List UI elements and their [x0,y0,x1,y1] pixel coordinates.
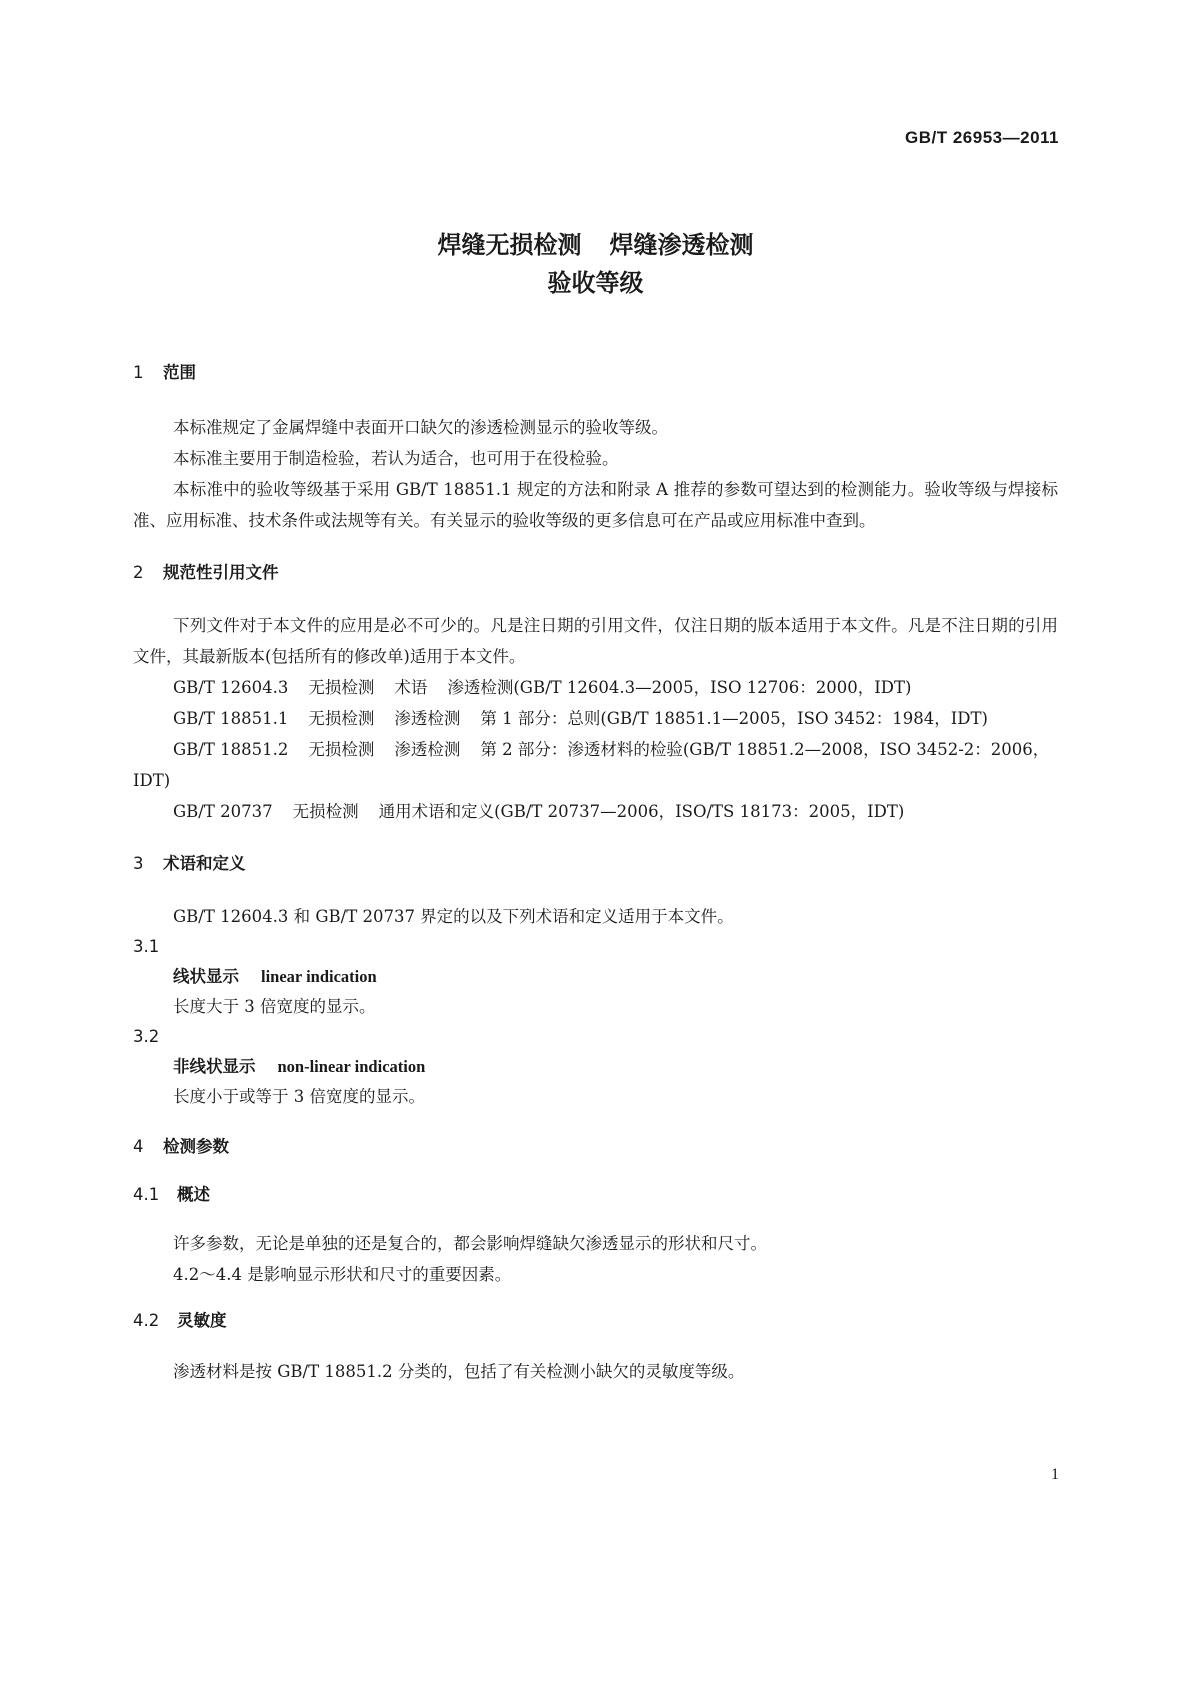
term-definition: 长度大于 3 倍宽度的显示。 [173,997,376,1016]
reference-part: 渗透检测(GB/T 12604.3—2005，ISO 12706：2000，IDT) [447,678,912,697]
reference-part: 渗透检测 [394,709,461,728]
reference-code: GB/T 12604.3 [173,678,289,697]
title-line-2: 验收等级 [547,269,644,297]
term-definition: 长度小于或等于 3 倍宽度的显示。 [173,1087,425,1106]
section-title: 检测参数 [163,1137,229,1156]
section-heading-2 [133,560,1058,586]
reference-part: 术语 [394,678,428,697]
reference-part: 无损检测 [308,709,375,728]
title-line-1 [0,226,1191,264]
paragraph: 4.2～4.4 是影响显示形状和尺寸的重要因素。 [173,1265,512,1284]
reference-part: 第 1 部分：总则(GB/T 18851.1—2005，ISO 3452：1984，IDT) [480,709,988,728]
section-number: 2 [133,563,144,582]
title-part-1: 焊缝无损检测 [437,231,582,259]
reference-part: 无损检测 [308,740,375,759]
term-number: 3.2 [133,1027,160,1046]
reference-item [133,734,1058,796]
term-entry [133,962,1058,992]
section-title: 术语和定义 [163,854,246,873]
term-entry [133,1052,1058,1082]
section-title: 范围 [163,363,196,382]
section-heading-4 [133,1134,1058,1160]
term-english: linear indication [261,967,377,986]
paragraph: 下列文件对于本文件的应用是必不可少的。凡是注日期的引用文件，仅注日期的版本适用于本文件。凡是不注日期的引用文件，其最新版本(包括所有的修改单)适用于本文件。 [133,616,1058,666]
paragraph: 渗透材料是按 GB/T 18851.2 分类的，包括了有关检测小缺欠的灵敏度等级。 [173,1362,745,1381]
section-title: 概述 [177,1185,210,1204]
paragraph: 本标准中的验收等级基于采用 GB/T 18851.1 规定的方法和附录 A 推荐的参数可望达到的检测能力。验收等级与焊接标准、应用标准、技术条件或法规等有关。有关显示的验收等级的更多信息可在产品或应用标准中查到。 [133,480,1058,530]
section-number: 4.1 [133,1185,160,1204]
title-part-2: 焊缝渗透检测 [609,231,754,259]
subsection-heading-4-1 [133,1182,1058,1208]
term-english: non-linear indication [277,1057,426,1076]
reference-part: 无损检测 [292,802,359,821]
reference-code: GB/T 20737 [173,802,273,821]
section-number: 1 [133,363,144,382]
reference-part: 渗透检测 [394,740,461,759]
paragraph: 许多参数，无论是单独的还是复合的，都会影响焊缝缺欠渗透显示的形状和尺寸。 [173,1234,767,1253]
term-number: 3.1 [133,937,160,956]
reference-part: 无损检测 [308,678,375,697]
reference-part: 第 2 部分：渗透材料的检验(GB/T 18851.2—2008，ISO 3452-2：2006，IDT) [133,740,1050,790]
term-chinese: 线状显示 [173,967,239,986]
reference-item [133,796,1058,827]
section-heading-3 [133,851,1058,877]
subsection-heading-4-2 [133,1308,1058,1334]
document-body [133,360,1058,1387]
reference-code: GB/T 18851.1 [173,709,289,728]
paragraph: 本标准主要用于制造检验，若认为适合，也可用于在役检验。 [173,449,619,468]
section-heading-1 [133,360,1058,386]
reference-part: 通用术语和定义(GB/T 20737—2006，ISO/TS 18173：2005，IDT) [378,802,905,821]
section-title: 灵敏度 [177,1311,227,1330]
section-title: 规范性引用文件 [163,563,279,582]
term-chinese: 非线状显示 [173,1057,256,1076]
paragraph: GB/T 12604.3 和 GB/T 20737 界定的以及下列术语和定义适用于本文件。 [173,907,734,926]
reference-code: GB/T 18851.2 [173,740,289,759]
section-number: 4 [133,1137,144,1156]
section-number: 3 [133,854,144,873]
reference-item [133,672,1058,703]
page-number: 1 [1051,1466,1059,1483]
section-number: 4.2 [133,1311,160,1330]
standard-number: GB/T 26953—2011 [905,128,1059,147]
reference-item [133,703,1058,734]
paragraph: 本标准规定了金属焊缝中表面开口缺欠的渗透检测显示的验收等级。 [173,418,668,437]
document-title [0,226,1191,302]
